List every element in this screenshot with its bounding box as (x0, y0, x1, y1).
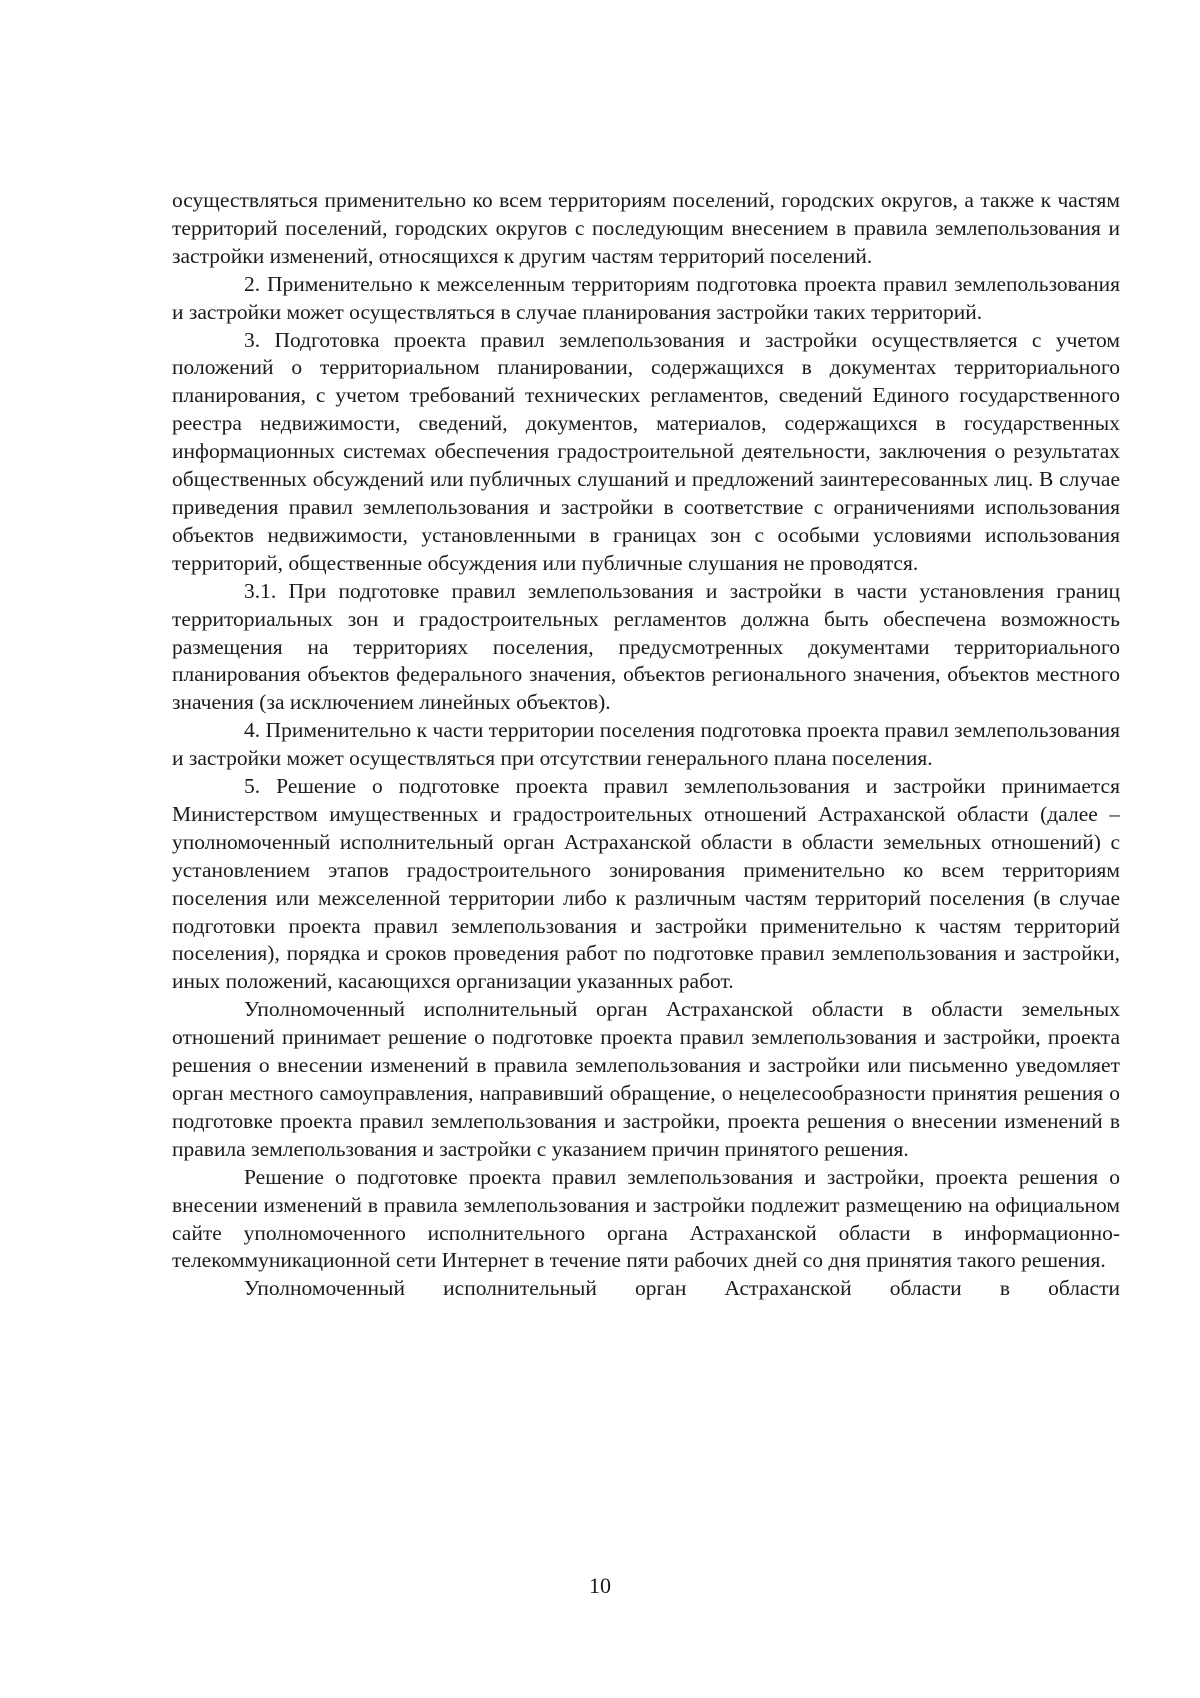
paragraph-authority-decision: Уполномоченный исполнительный орган Астраханской области в области земельных отношений принимает решение о подготовке проекта правил землепользования и застройки, проекта решения о внесении изменений в правила землепользования и застройки или письменно уведомляет орган местного самоуправления, направивший обращение, о нецелесообразности принятия решения о подготовке проекта правил землепользования и застройки, проекта решения о внесении изменений в правила землепользования и застройки с указанием причин принятого решения. (172, 997, 1120, 1161)
paragraph-item-3-1: 3.1. При подготовке правил землепользования и застройки в части установления границ территориальных зон и градостроительных регламентов должна быть обеспечена возможность размещения на территориях поселения, предусмотренных документами территориального планирования объектов федерального значения, объектов регионального значения, объектов местного значения (за исключением линейных объектов). (172, 578, 1120, 715)
paragraph-continued-next-page: Уполномоченный исполнительный орган Астраханской области в области (244, 1276, 1120, 1301)
paragraph-publication: Решение о подготовке проекта правил землепользования и застройки, проекта решения о внесении изменений в правила землепользования и застройки подлежит размещению на официальном сайте уполномоченного исполнительного органа Астраханской области в информационно-телекоммуникационной сети Интернет в течение пяти рабочих дней со дня принятия такого решения. (172, 1164, 1120, 1273)
paragraph-continuation: осуществляться применительно ко всем территориям поселений, городских округов, а также к частям территорий поселений, городских округов с последующим внесением в правила землепользования и застройки изменений, относящихся к другим частям территорий поселений. (172, 188, 1120, 268)
paragraph-item-4: 4. Применительно к части территории поселения подготовка проекта правил землепользования и застройки может осуществляться при отсутствии генерального плана поселения. (172, 718, 1120, 771)
paragraph-item-5: 5. Решение о подготовке проекта правил землепользования и застройки принимается Министерством имущественных и градостроительных отношений Астраханской области (далее – уполномоченный исполнительный орган Астраханской области в области земельных отношений) с установлением этапов градостроительного зонирования применительно ко всем территориям поселения или межселенной территории либо к различным частям территорий поселения (в случае подготовки проекта правил землепользования и застройки применительно к частям территорий поселения), порядка и сроков проведения работ по подготовке правил землепользования и застройки, иных положений, касающихся организации указанных работ. (172, 774, 1120, 994)
paragraph-item-3: 3. Подготовка проекта правил землепользования и застройки осуществляется с учетом положений о территориальном планировании, содержащихся в документах территориального планирования, с учетом требований технических регламентов, сведений Единого государственного реестра недвижимости, сведений, документов, материалов, содержащихся в государственных информационных системах обеспечения градостроительной деятельности, заключения о результатах общественных обсуждений или публичных слушаний и предложений заинтересованных лиц. В случае приведения правил землепользования и застройки в соответствие с ограничениями использования объектов недвижимости, установленными в границах зон с особыми условиями использования территорий, общественные обсуждения или публичные слушания не проводятся. (172, 327, 1120, 575)
paragraph-item-2: 2. Применительно к межселенным территориям подготовка проекта правил землепользования и застройки может осуществляться в случае планирования застройки таких территорий. (172, 271, 1120, 324)
document-body (172, 187, 1120, 1303)
page-number: 10 (589, 1573, 611, 1598)
